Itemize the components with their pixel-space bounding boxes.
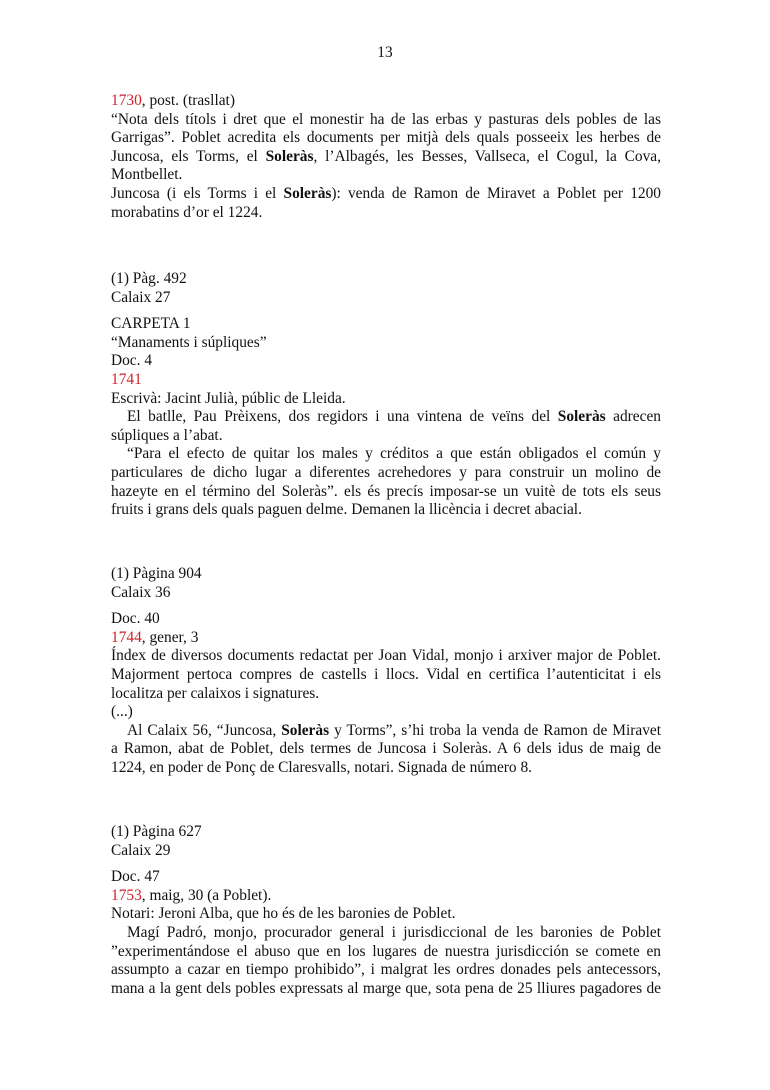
doc-number: Doc. 4	[111, 352, 153, 370]
entry-year: 1753	[111, 886, 142, 904]
text-line: Notari: Jeroni Alba, que ho és de les baronies de Poblet.	[111, 905, 456, 923]
doc-number: Doc. 47	[111, 868, 160, 886]
place-name: Soleràs	[557, 408, 606, 426]
place-name: Soleràs	[283, 184, 332, 202]
calaix-label: Calaix 36	[111, 583, 171, 601]
entry-1730	[111, 92, 661, 222]
entry-heading: 1744, gener, 3	[111, 628, 199, 646]
text-line: Montbellet.	[111, 166, 183, 184]
text-line: Escrivà: Jacint Julià, públic de Lleida.	[111, 389, 346, 407]
place-name: Soleràs	[265, 147, 314, 165]
doc-number: Doc. 40	[111, 610, 160, 628]
carpeta-title: “Manaments i súpliques”	[111, 333, 267, 351]
entry-year: 1730	[111, 92, 142, 109]
page-reference: (1) Pàgina 627	[111, 823, 202, 840]
place-name: Soleràs	[281, 721, 330, 739]
text-line: a Ramon, abat de Poblet, dels termes de Juncosa i Soleràs. A 6 dels idus de maig de	[111, 740, 661, 758]
text-line: assumpto a cazar en tiempo prohibido”, i malgrat les ordres donades pels antecessors,	[111, 961, 661, 979]
text-line: hazeyte en el término del Soleràs”. els és precís imposar-se un vuitè de tots els seus	[111, 482, 661, 500]
entry-1744	[111, 565, 661, 778]
text-line: Juncosa, els Torms, el Soleràs, l’Albagés, les Besses, Vallseca, el Cogul, la Cova,	[111, 147, 661, 165]
entry-1741	[111, 270, 661, 520]
text-line: Índex de diversos documents redactat per Joan Vidal, monjo i arxiver major de Poblet.	[111, 647, 661, 665]
text-line: Majorment pertoca compres de castells i llocs. Vidal en certifica l’autenticitat i els	[111, 665, 661, 683]
entry-year: 1744	[111, 628, 142, 646]
page-reference: (1) Pàgina 904	[111, 565, 202, 582]
text-line: morabatins d’or el 1224.	[111, 203, 263, 221]
text-line: 1224, en poder de Ponç de Claresvalls, notari. Signada de número 8.	[111, 758, 533, 776]
entry-1753	[111, 823, 661, 998]
text-line: “Para el efecto de quitar los males y créditos a que están obligados el común y	[127, 445, 661, 463]
entry-year: 1741	[111, 370, 142, 388]
text-line: Al Calaix 56, “Juncosa, Soleràs y Torms”, s’hi troba la venda de Ramon de Miravet	[127, 721, 661, 739]
text-line: mana a la gent dels pobles expressats al marge que, sota pena de 25 lliures pagadores de	[111, 979, 661, 997]
text-line: súpliques a l’abat.	[111, 426, 223, 444]
text-line: localitza per calaixos i signatures.	[111, 684, 320, 702]
calaix-label: Calaix 29	[111, 841, 171, 859]
text-line: fruits i grans dels quals paguen delme. Demanen la llicència i decret abacial.	[111, 501, 582, 519]
text-line: “Nota dels títols i dret que el monestir ha de las erbas y pasturas dels pobles de las	[111, 110, 661, 128]
entry-heading: 1730, post. (trasllat)	[111, 92, 235, 109]
text-line: particulares de dicho lugar a diferentes acrehedores y para construir un molino de	[111, 463, 661, 481]
entry-heading: 1753, maig, 30 (a Poblet).	[111, 886, 272, 904]
carpeta-label: CARPETA 1	[111, 315, 191, 333]
text-line: Magí Padró, monjo, procurador general i jurisdiccional de les baronies de Poblet	[127, 923, 661, 941]
page-number: 13	[377, 44, 393, 61]
text-line: Garrigas”. Poblet acredita els documents per mitjà dels quals posseeix les herbes de	[111, 129, 661, 147]
text-line: (...)	[111, 703, 133, 721]
page-reference: (1) Pàg. 492	[111, 270, 187, 287]
text-line: ”experimentándose el abuso que en los lugares de nuestra jurisdicción se comete en	[111, 942, 661, 960]
calaix-label: Calaix 27	[111, 288, 171, 306]
text-line: El batlle, Pau Prèixens, dos regidors i una vintena de veïns del Soleràs adrecen	[127, 408, 661, 426]
text-line: Juncosa (i els Torms i el Soleràs): venda de Ramon de Miravet a Poblet per 1200	[111, 184, 661, 202]
